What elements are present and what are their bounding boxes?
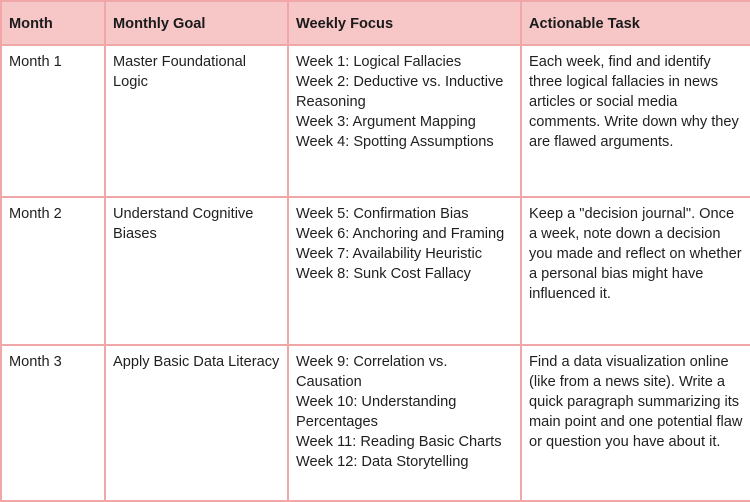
week-item: Week 12: Data Storytelling bbox=[296, 454, 469, 470]
goal-cell: Apply Basic Data Literacy bbox=[105, 345, 288, 501]
weekly-focus-cell bbox=[288, 197, 521, 345]
goal-cell: Master Foundational Logic bbox=[105, 45, 288, 197]
week-item: Week 7: Availability Heuristic bbox=[296, 246, 483, 262]
week-item: Week 8: Sunk Cost Fallacy bbox=[296, 266, 471, 282]
weekly-focus-cell bbox=[288, 45, 521, 197]
month-cell: Month 3 bbox=[1, 345, 105, 501]
header-actionable-task: Actionable Task bbox=[521, 1, 750, 45]
week-item: Week 3: Argument Mapping bbox=[296, 114, 476, 130]
week-item: Week 5: Confirmation Bias bbox=[296, 206, 469, 222]
week-item: Week 11: Reading Basic Charts bbox=[296, 434, 502, 450]
week-item: Week 6: Anchoring and Framing bbox=[296, 226, 505, 242]
week-item: Week 2: Deductive vs. Inductive Reasoning bbox=[296, 74, 504, 110]
table-row bbox=[1, 197, 750, 345]
weekly-focus-cell bbox=[288, 345, 521, 501]
week-item: Week 1: Logical Fallacies bbox=[296, 54, 462, 70]
task-cell: Keep a "decision journal". Once a week, note down a decision you made and reflect on whether a personal bias might have influenced it. bbox=[521, 197, 750, 345]
header-weekly-focus: Weekly Focus bbox=[288, 1, 521, 45]
goal-cell: Understand Cognitive Biases bbox=[105, 197, 288, 345]
header-month: Month bbox=[1, 1, 105, 45]
table-body bbox=[1, 45, 750, 501]
month-cell: Month 2 bbox=[1, 197, 105, 345]
table-row bbox=[1, 345, 750, 501]
week-item: Week 9: Correlation vs. Causation bbox=[296, 354, 448, 390]
header-row bbox=[1, 1, 750, 45]
task-cell: Each week, find and identify three logical fallacies in news articles or social media comments. Write down why they are flawed arguments. bbox=[521, 45, 750, 197]
task-cell: Find a data visualization online (like from a news site). Write a quick paragraph summarizing its main point and one potential flaw or question you have about it. bbox=[521, 345, 750, 501]
table-header bbox=[1, 1, 750, 45]
table-row bbox=[1, 45, 750, 197]
header-monthly-goal: Monthly Goal bbox=[105, 1, 288, 45]
week-item: Week 10: Understanding Percentages bbox=[296, 394, 457, 430]
week-item: Week 4: Spotting Assumptions bbox=[296, 134, 494, 150]
month-cell: Month 1 bbox=[1, 45, 105, 197]
